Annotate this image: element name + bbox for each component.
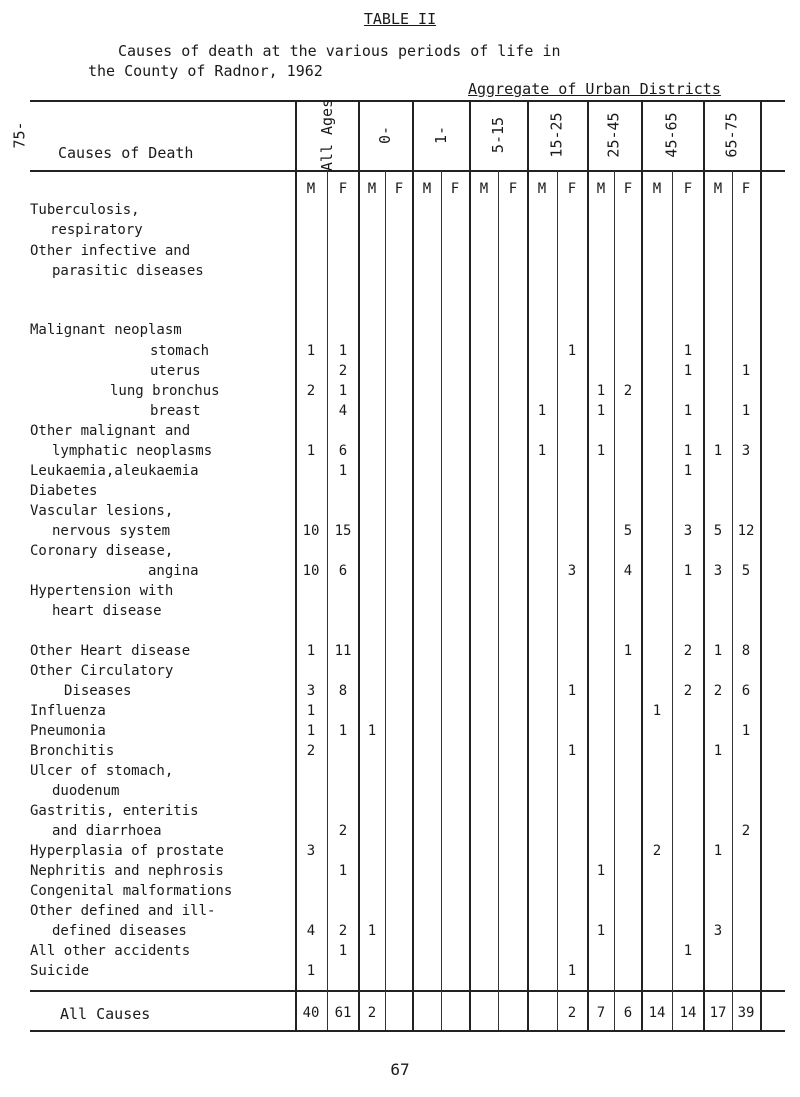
table-cell: 2 — [623, 383, 633, 399]
table-cell: 8 — [741, 643, 751, 659]
male-column-header: M — [479, 181, 489, 197]
table-cell: 1 — [306, 643, 316, 659]
age-group-header: 1- — [432, 125, 450, 145]
table-cell: 1 — [338, 343, 348, 359]
table-cell: 1 — [713, 743, 723, 759]
table-cell: 1 — [713, 843, 723, 859]
table-cell: 1 — [596, 923, 606, 939]
cause-label: lung bronchus — [110, 383, 220, 399]
table-cell: 3 — [306, 683, 316, 699]
cause-label: Nephritis and nephrosis — [30, 863, 224, 879]
table-cell: 1 — [683, 563, 693, 579]
column-rule — [527, 100, 529, 1030]
column-rule — [469, 100, 471, 1030]
table-cell: 1 — [596, 383, 606, 399]
sex-column-rule — [498, 170, 499, 1030]
column-rule — [412, 100, 414, 1030]
total-cell: 2 — [567, 1005, 577, 1021]
table-cell: 1 — [367, 923, 377, 939]
table-cell: 1 — [741, 403, 751, 419]
age-group-header: 45-65 — [663, 112, 681, 158]
cause-label: Other infective and — [30, 243, 191, 259]
table-cell: 1 — [652, 703, 662, 719]
table-cell: 1 — [596, 863, 606, 879]
cause-label: Bronchitis — [30, 743, 115, 759]
table-cell: 1 — [338, 383, 348, 399]
male-column-header: M — [652, 181, 662, 197]
table-cell: 8 — [338, 683, 348, 699]
table-cell: 1 — [683, 403, 693, 419]
male-column-header: M — [537, 181, 547, 197]
cause-label: respiratory — [50, 222, 143, 238]
male-column-header: M — [422, 181, 432, 197]
table-cell: 1 — [683, 363, 693, 379]
table-cell: 4 — [306, 923, 316, 939]
sex-column-rule — [557, 170, 558, 1030]
age-group-header: All Ages — [318, 98, 336, 172]
table-cell: 1 — [367, 723, 377, 739]
causes-header: Causes of Death — [58, 144, 194, 162]
total-cell: 14 — [648, 1005, 666, 1021]
cause-label: Vascular lesions, — [30, 503, 174, 519]
cause-label: Influenza — [30, 703, 106, 719]
table-cell: 3 — [567, 563, 577, 579]
age-group-header: 5-15 — [489, 116, 507, 154]
table-cell: 2 — [338, 823, 348, 839]
male-column-header: M — [306, 181, 316, 197]
subtitle-line-2: the County of Radnor, 1962 — [88, 62, 323, 80]
cause-label: Suicide — [30, 963, 90, 979]
cause-label: defined diseases — [52, 923, 187, 939]
table-cell: 4 — [623, 563, 633, 579]
female-column-header: F — [567, 181, 577, 197]
cause-label: Coronary disease, — [30, 543, 174, 559]
table-cell: 1 — [306, 343, 316, 359]
column-rule — [358, 100, 360, 1030]
table-cell: 3 — [306, 843, 316, 859]
cause-label: breast — [150, 403, 201, 419]
male-column-header: M — [596, 181, 606, 197]
cause-label: Diabetes — [30, 483, 98, 499]
age-group-header: 25-45 — [605, 112, 623, 158]
cause-label: duodenum — [52, 783, 120, 799]
cause-label: and diarrhoea — [52, 823, 162, 839]
table-cell: 1 — [683, 443, 693, 459]
table-cell: 1 — [567, 343, 577, 359]
table-cell: 1 — [623, 643, 633, 659]
total-cell: 7 — [596, 1005, 606, 1021]
table-cell: 1 — [567, 743, 577, 759]
table-cell: 1 — [338, 463, 348, 479]
table-cell: 2 — [338, 923, 348, 939]
page-title: TABLE II — [363, 10, 437, 28]
table-cell: 2 — [713, 683, 723, 699]
table-cell: 2 — [306, 383, 316, 399]
table-cell: 1 — [306, 703, 316, 719]
table-cell: 6 — [338, 443, 348, 459]
table-cell: 1 — [306, 723, 316, 739]
table-cell: 1 — [338, 863, 348, 879]
table-cell: 1 — [567, 963, 577, 979]
table-cell: 12 — [737, 523, 755, 539]
cause-label: Tuberculosis, — [30, 202, 140, 218]
cause-label: Other Heart disease — [30, 643, 191, 659]
male-column-header: M — [367, 181, 377, 197]
cause-label: uterus — [150, 363, 201, 379]
totals-label: All Causes — [60, 1005, 151, 1023]
cause-label: stomach — [150, 343, 210, 359]
table-cell: 3 — [741, 443, 751, 459]
table-cell: 1 — [306, 963, 316, 979]
age-group-header: 0- — [376, 125, 394, 145]
total-cell: 6 — [623, 1005, 633, 1021]
cause-label: All other accidents — [30, 943, 191, 959]
table-cell: 1 — [537, 443, 547, 459]
total-cell: 61 — [334, 1005, 352, 1021]
table-cell: 3 — [683, 523, 693, 539]
total-cell: 40 — [302, 1005, 320, 1021]
table-cell: 1 — [306, 443, 316, 459]
female-column-header: F — [394, 181, 404, 197]
age-group-header: 75- — [11, 121, 29, 149]
table-cell: 1 — [338, 723, 348, 739]
cause-label: Other defined and ill- — [30, 903, 216, 919]
table-cell: 2 — [683, 683, 693, 699]
male-column-header: M — [713, 181, 723, 197]
cause-label: Hypertension with — [30, 583, 174, 599]
table-cell: 3 — [713, 923, 723, 939]
female-column-header: F — [450, 181, 460, 197]
subtitle-line-1: Causes of death at the various periods of life in — [118, 42, 561, 60]
cause-label: Malignant neoplasm — [30, 322, 182, 338]
table-cell: 6 — [741, 683, 751, 699]
female-column-header: F — [741, 181, 751, 197]
table-cell: 1 — [683, 943, 693, 959]
cause-label: parasitic diseases — [52, 263, 204, 279]
cause-label: Gastritis, enteritis — [30, 803, 199, 819]
female-column-header: F — [623, 181, 633, 197]
cause-label: Pneumonia — [30, 723, 106, 739]
table-cell: 2 — [338, 363, 348, 379]
sex-column-rule — [385, 170, 386, 1030]
table-cell: 2 — [652, 843, 662, 859]
table-cell: 1 — [338, 943, 348, 959]
sex-column-rule — [327, 170, 328, 1030]
female-column-header: F — [508, 181, 518, 197]
column-rule — [587, 100, 589, 1030]
table-cell: 1 — [683, 463, 693, 479]
table-cell: 5 — [623, 523, 633, 539]
table-cell: 1 — [683, 343, 693, 359]
table-cell: 1 — [596, 443, 606, 459]
table-cell: 1 — [596, 403, 606, 419]
total-cell: 17 — [709, 1005, 727, 1021]
female-column-header: F — [338, 181, 348, 197]
female-column-header: F — [683, 181, 693, 197]
sex-column-rule — [732, 170, 733, 1030]
table-cell: 1 — [741, 363, 751, 379]
total-cell: 2 — [367, 1005, 377, 1021]
sex-column-rule — [614, 170, 615, 1030]
table-cell: 1 — [567, 683, 577, 699]
cause-label: angina — [148, 563, 199, 579]
cause-label: Other malignant and — [30, 423, 191, 439]
cause-label: Ulcer of stomach, — [30, 763, 174, 779]
table-cell: 10 — [302, 563, 320, 579]
table-cell: 15 — [334, 523, 352, 539]
sex-column-rule — [672, 170, 673, 1030]
cause-label: Other Circulatory — [30, 663, 174, 679]
total-cell: 39 — [737, 1005, 755, 1021]
cause-label: nervous system — [52, 523, 171, 539]
cause-label: heart disease — [52, 603, 162, 619]
table-cell: 2 — [683, 643, 693, 659]
table-cell: 1 — [741, 723, 751, 739]
table-cell: 4 — [338, 403, 348, 419]
cause-label: Diseases — [64, 683, 132, 699]
age-group-header: 65-75 — [723, 112, 741, 158]
sex-column-rule — [441, 170, 442, 1030]
table-cell: 6 — [338, 563, 348, 579]
age-group-header: 15-25 — [548, 112, 566, 158]
page-number: 67 — [390, 1060, 410, 1079]
table-cell: 3 — [713, 563, 723, 579]
aggregate-label: Aggregate of Urban Districts — [468, 80, 721, 98]
table-cell: 10 — [302, 523, 320, 539]
table-cell: 5 — [741, 563, 751, 579]
total-cell: 14 — [679, 1005, 697, 1021]
table-cell: 5 — [713, 523, 723, 539]
cause-label: Hyperplasia of prostate — [30, 843, 224, 859]
table-cell: 1 — [537, 403, 547, 419]
cause-label: lymphatic neoplasms — [52, 443, 213, 459]
cause-label: Congenital malformations — [30, 883, 233, 899]
table-cell: 1 — [713, 443, 723, 459]
table-cell: 11 — [334, 643, 352, 659]
table-cell: 2 — [741, 823, 751, 839]
table-cell: 1 — [713, 643, 723, 659]
cause-label: Leukaemia,aleukaemia — [30, 463, 199, 479]
table-cell: 2 — [306, 743, 316, 759]
table-bottom-rule — [30, 1030, 785, 1032]
